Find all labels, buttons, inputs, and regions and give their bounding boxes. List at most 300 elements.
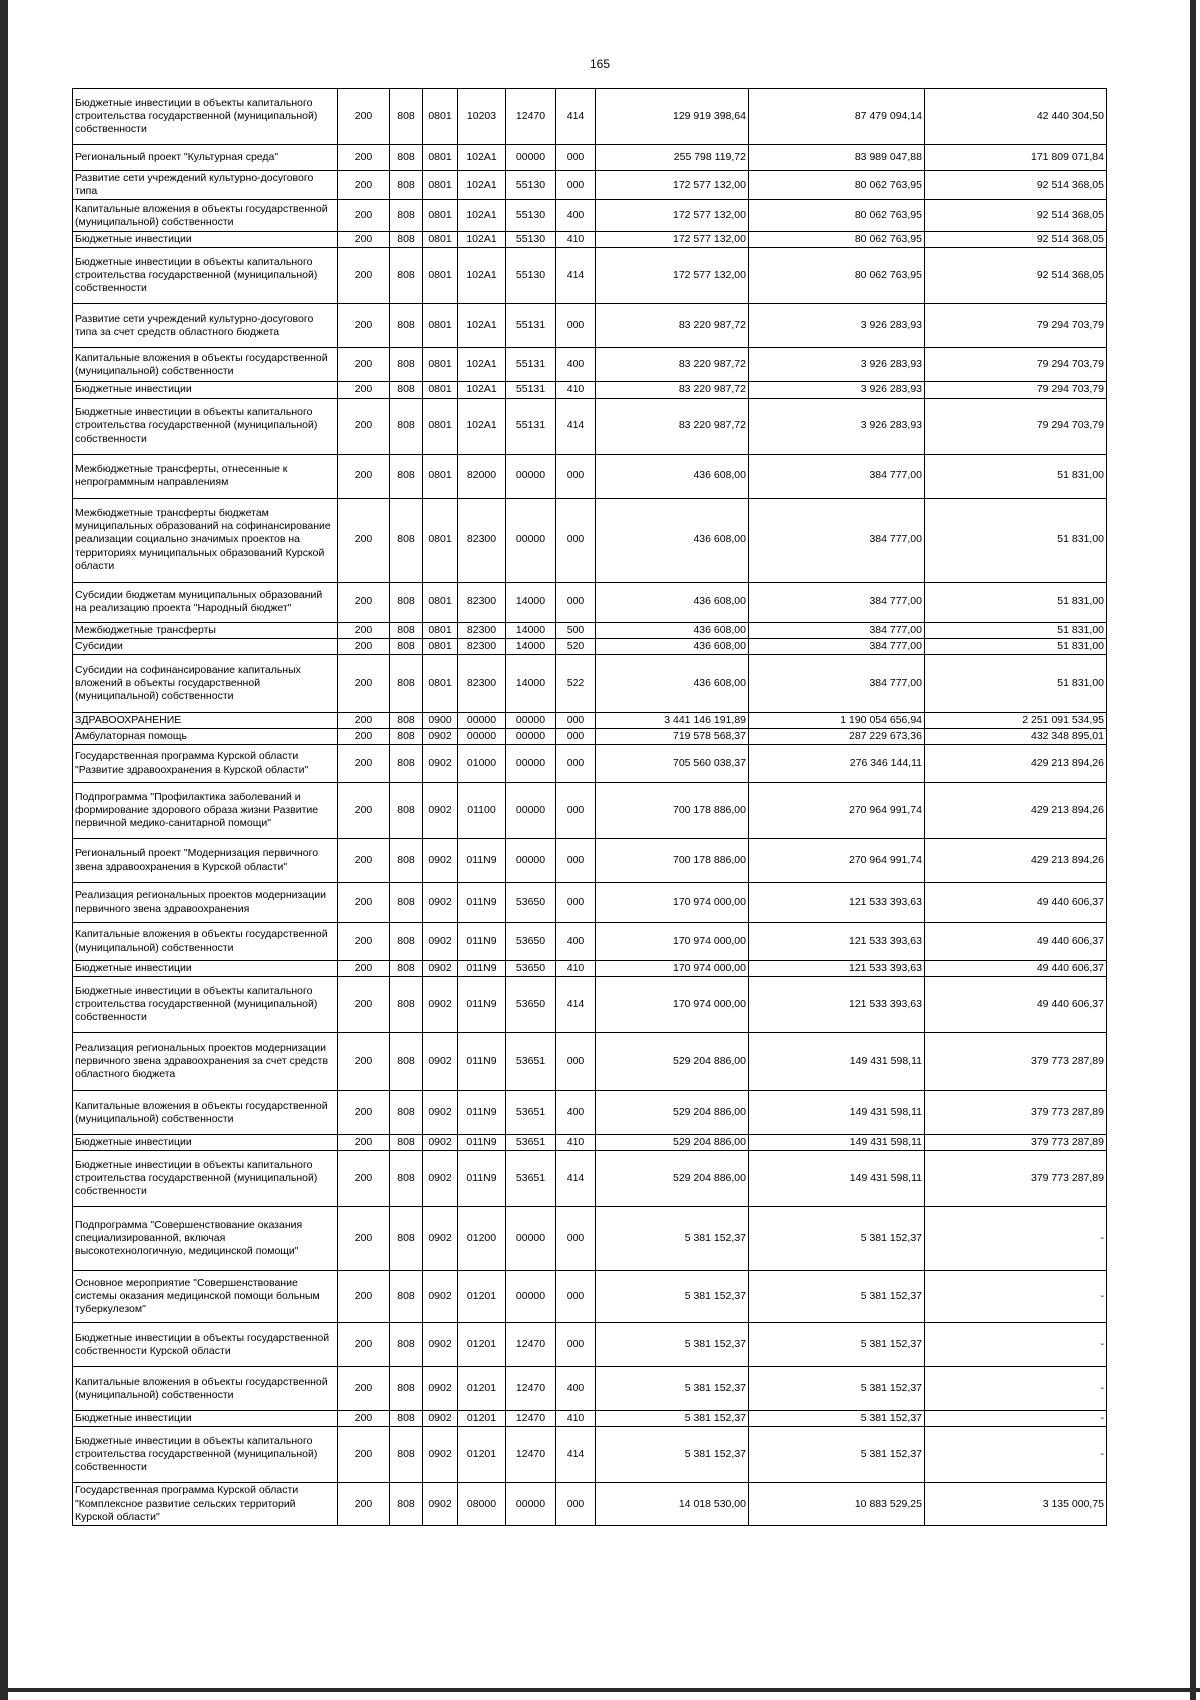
table-row: [73, 1207, 1107, 1271]
row-code-direction: 55130: [506, 232, 556, 248]
row-name: Межбюджетные трансферты: [73, 622, 338, 638]
row-code-ministry: 808: [390, 232, 423, 248]
row-code-ministry: 808: [390, 712, 423, 728]
row-value-3: 432 348 895,01: [925, 728, 1107, 744]
row-value-3: 379 773 287,89: [925, 1151, 1107, 1207]
row-value-3: 79 294 703,79: [925, 398, 1107, 454]
row-code-admin: 200: [338, 248, 390, 304]
row-code-ministry: 808: [390, 1151, 423, 1207]
row-code-section: 0902: [423, 839, 458, 883]
table-row: [73, 1323, 1107, 1367]
row-code-direction: 00000: [506, 1483, 556, 1525]
row-code-direction: 55131: [506, 348, 556, 382]
row-code-direction: 53650: [506, 977, 556, 1033]
row-value-3: 379 773 287,89: [925, 1091, 1107, 1135]
row-code-expense-type: 000: [556, 712, 596, 728]
row-code-section: 0902: [423, 1135, 458, 1151]
row-code-ministry: 808: [390, 145, 423, 171]
row-code-ministry: 808: [390, 348, 423, 382]
row-value-3: 49 440 606,37: [925, 883, 1107, 923]
row-value-1: 5 381 152,37: [596, 1207, 749, 1271]
row-name: Государственная программа Курской области "Развитие здравоохранения в Курской области": [73, 745, 338, 783]
row-value-1: 529 204 886,00: [596, 1135, 749, 1151]
row-value-2: 80 062 763,95: [749, 232, 925, 248]
row-code-direction: 12470: [506, 89, 556, 145]
row-code-section: 0902: [423, 1367, 458, 1411]
row-code-direction: 53651: [506, 1033, 556, 1091]
row-code-expense-type: 414: [556, 248, 596, 304]
row-code-expense-type: 414: [556, 977, 596, 1033]
scan-right-edge: [1190, 0, 1196, 1700]
row-code-expense-type: 000: [556, 304, 596, 348]
row-code-direction: 00000: [506, 712, 556, 728]
table-row: [73, 454, 1107, 498]
row-value-1: 172 577 132,00: [596, 171, 749, 200]
table-row: [73, 89, 1107, 145]
row-code-program: 011N9: [458, 1151, 506, 1207]
row-code-expense-type: 410: [556, 382, 596, 398]
row-value-1: 172 577 132,00: [596, 232, 749, 248]
row-value-1: 5 381 152,37: [596, 1427, 749, 1483]
row-code-direction: 55131: [506, 382, 556, 398]
row-code-section: 0902: [423, 1323, 458, 1367]
row-code-program: 08000: [458, 1483, 506, 1525]
row-value-2: 3 926 283,93: [749, 348, 925, 382]
row-name: Капитальные вложения в объекты государственной (муниципальной) собственности: [73, 923, 338, 961]
row-code-direction: 55131: [506, 304, 556, 348]
row-code-expense-type: 000: [556, 1483, 596, 1525]
row-code-direction: 00000: [506, 839, 556, 883]
row-code-expense-type: 414: [556, 1151, 596, 1207]
row-code-expense-type: 000: [556, 1271, 596, 1323]
row-value-1: 170 974 000,00: [596, 977, 749, 1033]
row-value-2: 5 381 152,37: [749, 1323, 925, 1367]
row-code-expense-type: 410: [556, 1411, 596, 1427]
row-code-admin: 200: [338, 89, 390, 145]
row-value-1: 436 608,00: [596, 582, 749, 622]
row-value-2: 384 777,00: [749, 582, 925, 622]
row-code-expense-type: 000: [556, 1323, 596, 1367]
row-value-2: 80 062 763,95: [749, 200, 925, 232]
row-code-program: 01000: [458, 745, 506, 783]
row-value-1: 83 220 987,72: [596, 382, 749, 398]
row-code-expense-type: 414: [556, 1427, 596, 1483]
row-value-1: 172 577 132,00: [596, 200, 749, 232]
row-value-1: 529 204 886,00: [596, 1151, 749, 1207]
row-code-program: 011N9: [458, 923, 506, 961]
row-value-3: 379 773 287,89: [925, 1135, 1107, 1151]
row-code-admin: 200: [338, 1033, 390, 1091]
row-code-admin: 200: [338, 200, 390, 232]
row-value-1: 83 220 987,72: [596, 304, 749, 348]
row-code-section: 0902: [423, 977, 458, 1033]
row-value-2: 384 777,00: [749, 454, 925, 498]
row-code-admin: 200: [338, 1207, 390, 1271]
row-code-program: 102A1: [458, 398, 506, 454]
row-code-admin: 200: [338, 382, 390, 398]
row-code-program: 82000: [458, 454, 506, 498]
row-code-admin: 200: [338, 1151, 390, 1207]
row-value-2: 149 431 598,11: [749, 1151, 925, 1207]
row-value-2: 149 431 598,11: [749, 1135, 925, 1151]
row-name: Бюджетные инвестиции: [73, 1135, 338, 1151]
row-code-admin: 200: [338, 654, 390, 712]
row-code-admin: 200: [338, 348, 390, 382]
row-code-section: 0902: [423, 1427, 458, 1483]
row-value-2: 270 964 991,74: [749, 783, 925, 839]
table-row: [73, 638, 1107, 654]
row-value-3: 49 440 606,37: [925, 923, 1107, 961]
row-value-3: 429 213 894,26: [925, 783, 1107, 839]
row-code-expense-type: 400: [556, 923, 596, 961]
row-code-section: 0902: [423, 1271, 458, 1323]
row-code-ministry: 808: [390, 1427, 423, 1483]
row-value-3: -: [925, 1207, 1107, 1271]
row-value-3: 379 773 287,89: [925, 1033, 1107, 1091]
row-code-program: 01100: [458, 783, 506, 839]
row-value-3: -: [925, 1367, 1107, 1411]
row-value-1: 5 381 152,37: [596, 1271, 749, 1323]
row-value-1: 129 919 398,64: [596, 89, 749, 145]
table-row: [73, 200, 1107, 232]
row-code-direction: 53651: [506, 1091, 556, 1135]
row-value-1: 700 178 886,00: [596, 839, 749, 883]
row-code-ministry: 808: [390, 1135, 423, 1151]
table-row: [73, 171, 1107, 200]
row-value-3: 51 831,00: [925, 454, 1107, 498]
row-code-admin: 200: [338, 582, 390, 622]
row-code-program: 82300: [458, 638, 506, 654]
row-name: Бюджетные инвестиции в объекты капитального строительства государственной (муниципальной) собственности: [73, 977, 338, 1033]
row-code-expense-type: 414: [556, 398, 596, 454]
row-code-ministry: 808: [390, 1207, 423, 1271]
row-code-direction: 00000: [506, 728, 556, 744]
row-code-section: 0902: [423, 1483, 458, 1525]
row-code-direction: 12470: [506, 1427, 556, 1483]
row-code-program: 102A1: [458, 382, 506, 398]
row-code-program: 011N9: [458, 1033, 506, 1091]
row-code-admin: 200: [338, 839, 390, 883]
row-code-direction: 00000: [506, 783, 556, 839]
row-code-section: 0801: [423, 171, 458, 200]
row-code-program: 011N9: [458, 883, 506, 923]
row-code-section: 0801: [423, 232, 458, 248]
row-code-admin: 200: [338, 398, 390, 454]
row-code-ministry: 808: [390, 728, 423, 744]
row-name: Подпрограмма "Профилактика заболеваний и формирование здорового образа жизни Развитие первичной медико-санитарной помощи": [73, 783, 338, 839]
row-value-3: 92 514 368,05: [925, 200, 1107, 232]
row-name: Бюджетные инвестиции: [73, 232, 338, 248]
row-code-direction: 55131: [506, 398, 556, 454]
table-row: [73, 498, 1107, 582]
row-name: Субсидии на софинансирование капитальных вложений в объекты государственной (муниципальной) собственности: [73, 654, 338, 712]
row-code-admin: 200: [338, 145, 390, 171]
row-code-ministry: 808: [390, 171, 423, 200]
table-row: [73, 232, 1107, 248]
row-name: Бюджетные инвестиции в объекты капитального строительства государственной (муниципальной) собственности: [73, 248, 338, 304]
scan-bottom-edge: [0, 1688, 1200, 1692]
row-name: Бюджетные инвестиции в объекты капитального строительства государственной (муниципальной) собственности: [73, 1151, 338, 1207]
row-value-2: 384 777,00: [749, 654, 925, 712]
row-code-section: 0902: [423, 728, 458, 744]
row-code-expense-type: 400: [556, 1091, 596, 1135]
budget-table: [72, 88, 1107, 1526]
row-value-2: 287 229 673,36: [749, 728, 925, 744]
row-value-2: 121 533 393,63: [749, 883, 925, 923]
row-value-2: 3 926 283,93: [749, 382, 925, 398]
row-code-ministry: 808: [390, 622, 423, 638]
row-code-direction: 00000: [506, 498, 556, 582]
row-code-program: 82300: [458, 654, 506, 712]
row-value-3: 51 831,00: [925, 654, 1107, 712]
row-code-ministry: 808: [390, 1091, 423, 1135]
row-name: Реализация региональных проектов модернизации первичного звена здравоохранения: [73, 883, 338, 923]
row-code-admin: 200: [338, 304, 390, 348]
row-value-1: 705 560 038,37: [596, 745, 749, 783]
table-row: [73, 923, 1107, 961]
row-code-section: 0902: [423, 1033, 458, 1091]
row-value-2: 384 777,00: [749, 622, 925, 638]
row-code-ministry: 808: [390, 200, 423, 232]
row-name: Капитальные вложения в объекты государственной (муниципальной) собственности: [73, 200, 338, 232]
row-code-admin: 200: [338, 961, 390, 977]
row-code-program: 102A1: [458, 200, 506, 232]
row-value-1: 14 018 530,00: [596, 1483, 749, 1525]
row-code-expense-type: 000: [556, 883, 596, 923]
row-code-expense-type: 000: [556, 498, 596, 582]
row-code-section: 0801: [423, 582, 458, 622]
row-code-section: 0902: [423, 923, 458, 961]
row-code-ministry: 808: [390, 382, 423, 398]
row-name: Региональный проект "Модернизация первичного звена здравоохранения в Курской области": [73, 839, 338, 883]
row-name: Развитие сети учреждений культурно-досугового типа: [73, 171, 338, 200]
row-code-section: 0801: [423, 454, 458, 498]
table-row: [73, 654, 1107, 712]
row-code-expense-type: 000: [556, 1033, 596, 1091]
row-code-ministry: 808: [390, 883, 423, 923]
row-code-program: 01201: [458, 1427, 506, 1483]
row-value-3: 429 213 894,26: [925, 839, 1107, 883]
row-code-admin: 200: [338, 977, 390, 1033]
row-code-ministry: 808: [390, 1411, 423, 1427]
row-code-direction: 53650: [506, 961, 556, 977]
row-code-section: 0801: [423, 654, 458, 712]
table-row: [73, 1367, 1107, 1411]
row-value-2: 270 964 991,74: [749, 839, 925, 883]
row-code-expense-type: 000: [556, 745, 596, 783]
row-value-3: 429 213 894,26: [925, 745, 1107, 783]
row-code-expense-type: 400: [556, 200, 596, 232]
row-code-expense-type: 000: [556, 728, 596, 744]
row-code-admin: 200: [338, 171, 390, 200]
row-code-expense-type: 000: [556, 171, 596, 200]
row-value-2: 3 926 283,93: [749, 398, 925, 454]
row-name: Амбулаторная помощь: [73, 728, 338, 744]
row-value-2: 1 190 054 656,94: [749, 712, 925, 728]
table-row: [73, 1091, 1107, 1135]
row-code-ministry: 808: [390, 638, 423, 654]
row-value-2: 121 533 393,63: [749, 977, 925, 1033]
row-name: Бюджетные инвестиции: [73, 382, 338, 398]
row-code-program: 102A1: [458, 348, 506, 382]
row-code-direction: 53650: [506, 883, 556, 923]
row-value-3: 92 514 368,05: [925, 232, 1107, 248]
row-name: ЗДРАВООХРАНЕНИЕ: [73, 712, 338, 728]
row-code-program: 01201: [458, 1271, 506, 1323]
row-value-1: 436 608,00: [596, 654, 749, 712]
row-code-program: 011N9: [458, 977, 506, 1033]
table-row: [73, 883, 1107, 923]
table-row: [73, 398, 1107, 454]
row-value-3: 79 294 703,79: [925, 304, 1107, 348]
row-code-expense-type: 000: [556, 783, 596, 839]
row-code-ministry: 808: [390, 89, 423, 145]
table-row: [73, 1411, 1107, 1427]
row-value-1: 170 974 000,00: [596, 883, 749, 923]
page-number: 165: [589, 57, 611, 71]
row-code-direction: 12470: [506, 1411, 556, 1427]
row-name: Капитальные вложения в объекты государственной (муниципальной) собственности: [73, 1091, 338, 1135]
row-code-section: 0900: [423, 712, 458, 728]
row-value-1: 83 220 987,72: [596, 348, 749, 382]
row-code-program: 82300: [458, 622, 506, 638]
row-value-2: 87 479 094,14: [749, 89, 925, 145]
row-value-3: 2 251 091 534,95: [925, 712, 1107, 728]
row-code-direction: 14000: [506, 622, 556, 638]
row-value-2: 121 533 393,63: [749, 923, 925, 961]
row-value-3: 171 809 071,84: [925, 145, 1107, 171]
row-value-1: 719 578 568,37: [596, 728, 749, 744]
row-value-1: 83 220 987,72: [596, 398, 749, 454]
row-code-section: 0902: [423, 1411, 458, 1427]
row-code-expense-type: 000: [556, 145, 596, 171]
row-code-admin: 200: [338, 728, 390, 744]
row-value-1: 529 204 886,00: [596, 1033, 749, 1091]
row-code-ministry: 808: [390, 1367, 423, 1411]
row-value-1: 436 608,00: [596, 498, 749, 582]
row-value-2: 80 062 763,95: [749, 248, 925, 304]
row-code-section: 0801: [423, 200, 458, 232]
row-value-3: -: [925, 1411, 1107, 1427]
row-value-2: 5 381 152,37: [749, 1207, 925, 1271]
row-code-admin: 200: [338, 883, 390, 923]
row-code-ministry: 808: [390, 1483, 423, 1525]
row-code-section: 0801: [423, 89, 458, 145]
row-value-1: 436 608,00: [596, 622, 749, 638]
row-code-ministry: 808: [390, 839, 423, 883]
row-name: Бюджетные инвестиции в объекты капитального строительства государственной (муниципальной) собственности: [73, 398, 338, 454]
row-value-1: 172 577 132,00: [596, 248, 749, 304]
row-code-section: 0902: [423, 745, 458, 783]
row-value-3: 79 294 703,79: [925, 348, 1107, 382]
row-value-3: 3 135 000,75: [925, 1483, 1107, 1525]
row-value-1: 529 204 886,00: [596, 1091, 749, 1135]
row-code-admin: 200: [338, 1483, 390, 1525]
row-code-program: 82300: [458, 498, 506, 582]
row-code-direction: 14000: [506, 654, 556, 712]
row-code-direction: 53650: [506, 923, 556, 961]
row-value-1: 700 178 886,00: [596, 783, 749, 839]
row-code-admin: 200: [338, 498, 390, 582]
row-value-2: 149 431 598,11: [749, 1091, 925, 1135]
table-row: [73, 1135, 1107, 1151]
row-code-ministry: 808: [390, 498, 423, 582]
row-code-admin: 200: [338, 232, 390, 248]
row-code-ministry: 808: [390, 783, 423, 839]
row-value-2: 5 381 152,37: [749, 1411, 925, 1427]
row-value-1: 436 608,00: [596, 454, 749, 498]
row-value-3: 49 440 606,37: [925, 961, 1107, 977]
row-code-program: 011N9: [458, 1091, 506, 1135]
row-value-2: 5 381 152,37: [749, 1271, 925, 1323]
row-code-ministry: 808: [390, 961, 423, 977]
table-row: [73, 348, 1107, 382]
row-code-program: 00000: [458, 728, 506, 744]
row-code-section: 0902: [423, 961, 458, 977]
row-code-direction: 12470: [506, 1323, 556, 1367]
row-code-admin: 200: [338, 1091, 390, 1135]
row-code-expense-type: 414: [556, 89, 596, 145]
row-code-expense-type: 410: [556, 232, 596, 248]
row-code-section: 0801: [423, 348, 458, 382]
row-code-program: 01201: [458, 1411, 506, 1427]
row-value-3: 79 294 703,79: [925, 382, 1107, 398]
row-code-program: 102A1: [458, 232, 506, 248]
table-row: [73, 582, 1107, 622]
row-code-expense-type: 000: [556, 582, 596, 622]
row-code-admin: 200: [338, 638, 390, 654]
budget-table-body: [73, 89, 1107, 1526]
row-value-3: 42 440 304,50: [925, 89, 1107, 145]
row-code-direction: 53651: [506, 1151, 556, 1207]
row-code-expense-type: 400: [556, 348, 596, 382]
row-code-program: 011N9: [458, 1135, 506, 1151]
row-value-2: 5 381 152,37: [749, 1367, 925, 1411]
row-value-2: 149 431 598,11: [749, 1033, 925, 1091]
row-code-direction: 53651: [506, 1135, 556, 1151]
row-code-ministry: 808: [390, 304, 423, 348]
row-value-3: 92 514 368,05: [925, 171, 1107, 200]
row-value-2: 384 777,00: [749, 638, 925, 654]
table-row: [73, 977, 1107, 1033]
table-row: [73, 745, 1107, 783]
row-value-3: 51 831,00: [925, 622, 1107, 638]
row-code-program: 01201: [458, 1323, 506, 1367]
row-value-2: 121 533 393,63: [749, 961, 925, 977]
row-code-section: 0902: [423, 1151, 458, 1207]
row-name: Капитальные вложения в объекты государственной (муниципальной) собственности: [73, 348, 338, 382]
row-code-section: 0902: [423, 1091, 458, 1135]
table-row: [73, 622, 1107, 638]
row-code-direction: 00000: [506, 1207, 556, 1271]
row-code-expense-type: 522: [556, 654, 596, 712]
table-row: [73, 728, 1107, 744]
row-code-program: 102A1: [458, 248, 506, 304]
table-row: [73, 1271, 1107, 1323]
row-value-3: 51 831,00: [925, 582, 1107, 622]
row-code-ministry: 808: [390, 745, 423, 783]
row-name: Подпрограмма "Совершенствование оказания специализированной, включая высокотехнологичную, медицинской помощи": [73, 1207, 338, 1271]
row-value-1: 5 381 152,37: [596, 1411, 749, 1427]
row-code-direction: 55130: [506, 171, 556, 200]
row-value-2: 10 883 529,25: [749, 1483, 925, 1525]
row-code-section: 0801: [423, 638, 458, 654]
row-code-ministry: 808: [390, 398, 423, 454]
table-row: [73, 1151, 1107, 1207]
row-value-1: 3 441 146 191,89: [596, 712, 749, 728]
row-code-program: 011N9: [458, 961, 506, 977]
row-code-program: 102A1: [458, 171, 506, 200]
